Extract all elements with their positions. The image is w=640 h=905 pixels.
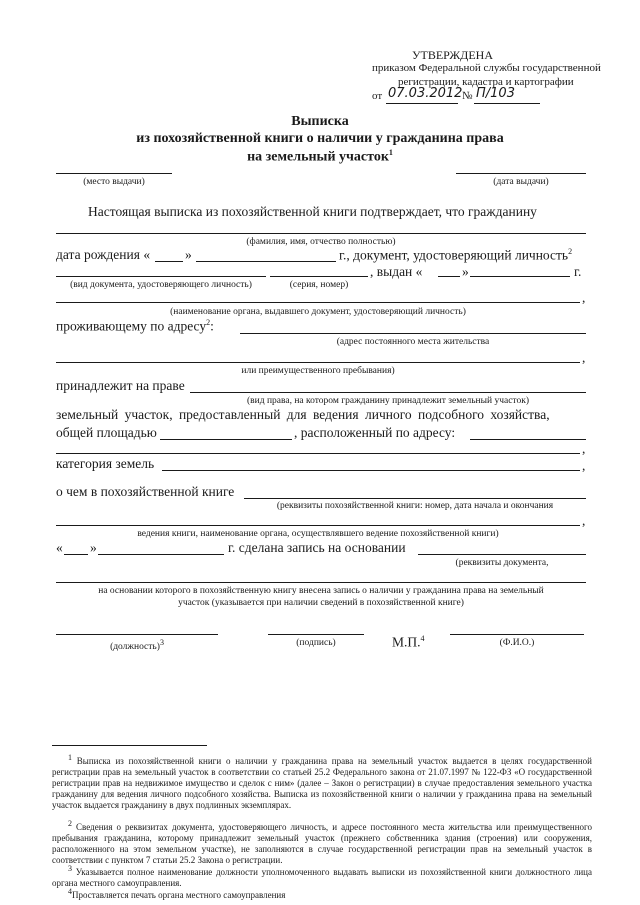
title-line3: на земельный участок$^1$ bbox=[247, 148, 393, 165]
footnote-4: $^4$Проставляется печать органа местного самоуправления bbox=[68, 887, 286, 900]
fio-sign-caption: (Ф.И.О.) bbox=[499, 638, 535, 648]
issued-label: , выдан « bbox=[370, 264, 423, 279]
footnote-1: $^1$ Выписка из похозяйственной книги о наличии у гражданина права на земельный участок выдается в целях государственной регистрации прав на земельный участок в соответствии со статьей 25.2 Федерального закона от 21.07.1997 № 122-ФЗ «О государственной регистрации прав на недвижимое имущество и сделок с ним» (далее – Закон о регистрации) в случае предоставления земельного участка гражданину для ведения личного подсобного хозяйства. Выписка из похозяйственной книги о наличии у гражданина права на земельный участок выдается гражданину в двух подлинных экземплярах. bbox=[52, 753, 592, 810]
intro-text: Настоящая выписка из похозяйственной книги подтверждает, что гражданину bbox=[88, 204, 537, 219]
address-comma: , bbox=[582, 441, 586, 456]
doc-details-caption2: на основании которого в похозяйственную книгу внесена запись о наличии у гражданина права на земельный bbox=[98, 586, 544, 596]
category-comma: , bbox=[582, 458, 586, 473]
title-line1: Выписка bbox=[291, 114, 349, 129]
approval-number: П/103 bbox=[476, 86, 515, 101]
stamp-label: М.П.$^4$ bbox=[392, 634, 425, 650]
book-details-caption: (реквизиты похозяйственной книги: номер, дата начала и окончания bbox=[276, 501, 554, 511]
residence-caption: (адрес постоянного места жительства bbox=[336, 337, 490, 347]
record-text: г. сделана запись на основании bbox=[228, 540, 406, 555]
birth-close: » bbox=[185, 247, 192, 262]
issued-year: г. bbox=[574, 264, 582, 279]
approval-line1: приказом Федеральной службы государственной bbox=[372, 62, 601, 74]
doc-details-caption3: участок (указывается при наличии сведений в похозяйственной книге) bbox=[178, 598, 464, 608]
belongs-label: принадлежит на праве bbox=[56, 378, 185, 393]
record-open: « bbox=[56, 540, 63, 555]
footnote-3: $^3$ Указывается полное наименование должности уполномоченного выдавать выписки из похозяйственной книги должностного лица органа местного самоуправления. bbox=[52, 864, 592, 888]
position-caption: (должность)$^3$ bbox=[110, 638, 164, 653]
residence-caption2: или преимущественного пребывания) bbox=[241, 366, 395, 376]
footnote-2: $^2$ Сведения о реквизитах документа, удостоверяющего личность, и адресе постоянного места жительства или преимущественного пребывания гражданина, которому принадлежит земельный участок (прежнего собственника здания (строения) или сооружения, расположенного на этом земельном участке), не заполняются в случае государственной регистрации прав на земельный участок в соответствии с пунктом 7 статьи 25.2 Закона о регистрации. bbox=[52, 819, 592, 865]
birth-label: дата рождения « bbox=[56, 247, 151, 262]
date-caption: (дата выдачи) bbox=[493, 177, 549, 187]
signature-caption: (подпись) bbox=[296, 638, 336, 648]
issuer-comma: , bbox=[582, 290, 586, 305]
place-caption: (место выдачи) bbox=[83, 177, 145, 187]
area-label: общей площадью bbox=[56, 425, 157, 440]
residence-comma: , bbox=[582, 350, 586, 365]
book-comma: , bbox=[582, 513, 586, 528]
approval-date: 07.03.2012 bbox=[388, 86, 463, 101]
book-details-caption2: ведения книги, наименование органа, осуществлявшего ведение похозяйственной книги) bbox=[137, 529, 499, 539]
living-label: проживающему по адресу$^2$: bbox=[56, 318, 214, 334]
series-caption: (серия, номер) bbox=[289, 280, 349, 290]
parcel-line: земельный участок, предоставленный для ведения личного подсобного хозяйства, bbox=[56, 407, 550, 422]
book-label: о чем в похозяйственной книге bbox=[56, 484, 235, 499]
issuer-caption: (наименование органа, выдавшего документ, удостоверяющий личность) bbox=[170, 307, 466, 317]
approval-from: от bbox=[372, 90, 383, 102]
fio-caption: (фамилия, имя, отчество полностью) bbox=[246, 237, 396, 247]
approval-number-prefix: № bbox=[462, 90, 473, 102]
located-label: , расположенный по адресу: bbox=[294, 425, 456, 440]
right-type-caption: (вид права, на котором гражданину принадлежит земельный участок) bbox=[247, 396, 529, 406]
record-close: » bbox=[90, 540, 97, 555]
issued-close: » bbox=[462, 264, 469, 279]
title-line2: из похозяйственной книги о наличии у гражданина права bbox=[136, 131, 504, 146]
approval-heading: УТВЕРЖДЕНА bbox=[412, 48, 494, 62]
year-doc-label: г., документ, удостоверяющий личность$^2$ bbox=[339, 247, 573, 263]
approval-line2: регистрации, кадастра и картографии bbox=[398, 76, 574, 88]
category-label: категория земель bbox=[56, 456, 155, 471]
doc-details-caption: (реквизиты документа, bbox=[455, 558, 549, 568]
doc-type-caption: (вид документа, удостоверяющего личность) bbox=[70, 280, 252, 290]
